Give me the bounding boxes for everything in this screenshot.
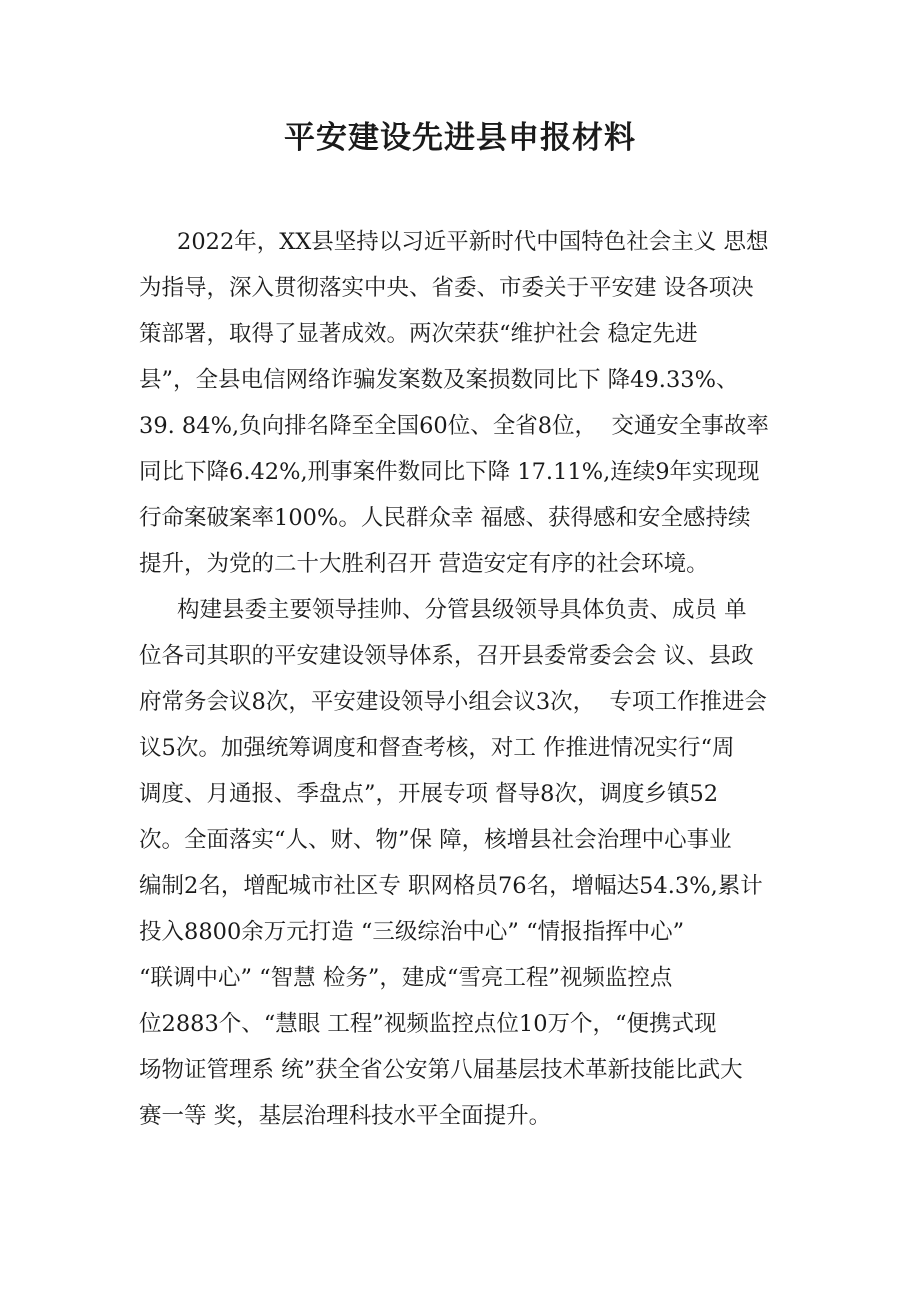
paragraph-2-line-7: 编制2名，增配城市社区专 职网格员76名，增幅达54.3%,累计 <box>139 873 763 899</box>
paragraph-2-line-3: 府常务会议8次，平安建设领导小组会议3次， 专项工作推进会 <box>139 689 767 715</box>
paragraph-1-line-5: 39. 84%,负向排名降至全国60位、全省8位， 交通安全事故率 <box>139 413 769 439</box>
paragraph-2-line-5: 调度、月通报、季盘点”，开展专项 督导8次，调度乡镇52 <box>139 781 719 807</box>
paragraph-1-line-4: 县”，全县电信网络诈骗发案数及案损数同比下 降49.33%、 <box>139 367 739 393</box>
paragraph-1-line-1: 2022年，XX县坚持以习近平新时代中国特色社会主义 思想 <box>177 229 769 255</box>
paragraph-2-line-9: “联调中心” “智慧 检务”，建成“雪亮工程”视频监控点 <box>139 965 673 991</box>
paragraph-1-line-6: 同比下降6.42%,刑事案件数同比下降 17.11%,连续9年实现现 <box>139 459 760 485</box>
paragraph-2-line-8: 投入8800余万元打造 “三级综治中心” “情报指挥中心” <box>139 919 685 945</box>
paragraph-2-line-6: 次。全面落实“人、财、物”保 障，核增县社会治理中心事业 <box>139 827 732 853</box>
paragraph-1-line-7: 行命案破案率100%。人民群众幸 福感、获得感和安全感持续 <box>139 505 751 531</box>
paragraph-1-line-2: 为指导，深入贯彻落实中央、省委、市委关于平安建 设各项决 <box>139 275 754 301</box>
paragraph-2-line-4: 议5次。加强统筹调度和督查考核，对工 作推进情况实行“周 <box>139 735 735 761</box>
document-title: 平安建设先进县申报材料 <box>284 120 636 156</box>
document-body <box>139 224 781 1144</box>
paragraph-1-line-3: 策部署，取得了显著成效。两次荣获“维护社会 稳定先进 <box>139 321 698 347</box>
paragraph-2-line-2: 位各司其职的平安建设领导体系，召开县委常委会会 议、县政 <box>139 643 754 669</box>
paragraph-2-line-12: 赛一等 奖，基层治理科技水平全面提升。 <box>139 1103 552 1129</box>
paragraph-2-line-1: 构建县委主要领导挂帅、分管县级领导具体负责、成员 单 <box>177 597 747 623</box>
paragraph-2-line-10: 位2883个、“慧眼 工程”视频监控点位10万个，“便携式现 <box>139 1011 717 1037</box>
paragraph-1-line-8: 提升，为党的二十大胜利召开 营造安定有序的社会环境。 <box>139 551 709 577</box>
paragraph-2-line-11: 场物证管理系 统”获全省公安第八届基层技术革新技能比武大 <box>139 1057 743 1083</box>
